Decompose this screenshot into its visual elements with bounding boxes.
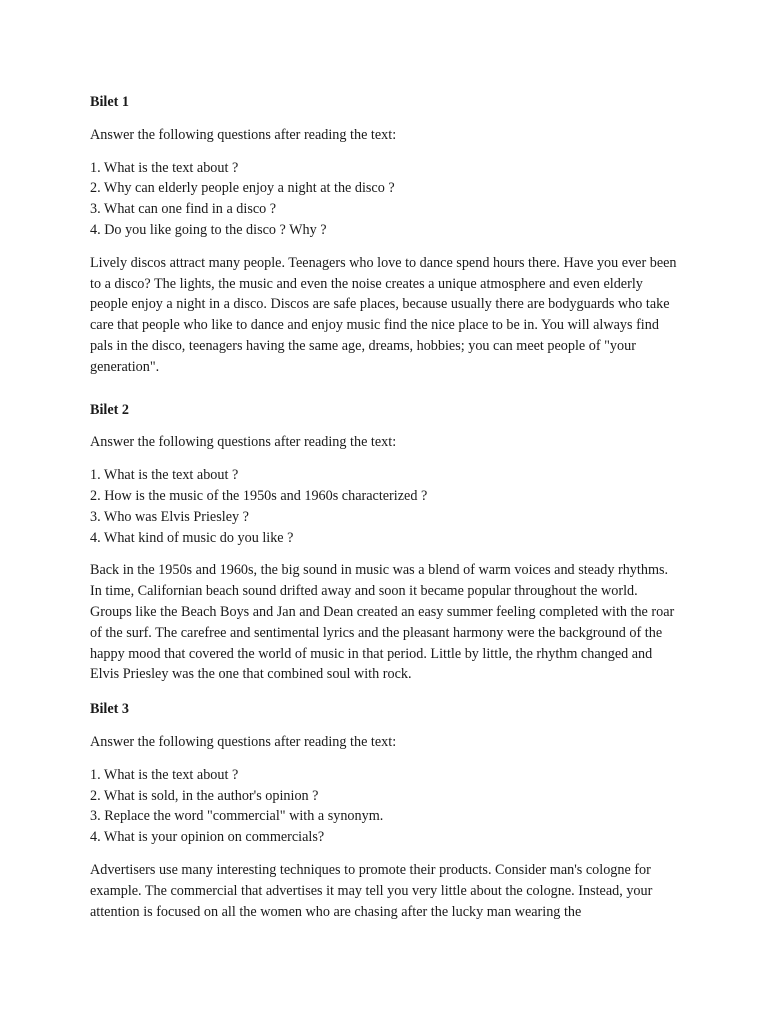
question-item: 1. What is the text about ? [90,766,239,783]
instruction-text: Answer the following questions after reading the text: [90,126,397,143]
instruction-text: Answer the following questions after reading the text: [90,733,397,750]
question-item: 3. What can one find in a disco ? [90,201,277,218]
question-item: 2. Why can elderly people enjoy a night at the disco ? [90,180,395,197]
question-item: 4. What kind of music do you like ? [90,529,294,546]
bilet-section-3 [90,699,690,922]
question-item: 4. What is your opinion on commercials? [90,829,325,846]
question-item: 4. Do you like going to the disco ? Why ? [90,221,327,238]
bilet-title: Bilet 1 [90,94,130,110]
question-item: 3. Who was Elvis Priesley ? [90,508,249,525]
question-item: 1. What is the text about ? [90,159,239,176]
question-item: 2. What is sold, in the author's opinion ? [90,787,319,804]
bilet-title: Bilet 3 [90,701,130,718]
bilet-section-1 [90,92,690,378]
question-list [90,158,690,241]
question-item: 2. How is the music of the 1950s and 1960s characterized ? [90,487,428,504]
question-list [90,765,690,848]
instruction-text: Answer the following questions after reading the text: [90,434,397,451]
question-item: 3. Replace the word "commercial" with a synonym. [90,808,384,825]
reading-passage: Back in the 1950s and 1960s, the big sound in music was a blend of warm voices and steady rhythms. In time, Californian beach sound drifted away and soon it became popular throughout the world. Groups like the Beach Boys and Jan and Dean created an easy summer feeling completed with the roar of the surf. The carefree and sentimental lyrics and the pleasant harmony were the background of the happy mood that covered the world of music in that period. Little by little, the rhythm changed and Elvis Priesley was the one that combined soul with rock. [90,562,675,683]
bilet-section-2 [90,400,690,686]
reading-passage: Advertisers use many interesting techniques to promote their products. Consider man's cologne for example. The commercial that advertises it may tell you very little about the cologne. Instead, your attention is focused on all the women who are chasing after the lucky man wearing the [90,861,653,920]
question-list [90,465,690,548]
bilet-title: Bilet 2 [90,401,130,418]
reading-passage: Lively discos attract many people. Teenagers who love to dance spend hours there. Have you ever been to a disco? The lights, the music and even the noise creates a unique atmosphere and even elderly people enjoy a night in a disco. Discos are safe places, because usually there are bodyguards who take care that people who like to dance and enjoy music find the nice place to be in. You will always find pals in the disco, teenagers having the same age, dreams, hobbies; you can meet people of "your generation". [90,254,677,375]
document-body [90,92,690,934]
question-item: 1. What is the text about ? [90,467,239,484]
